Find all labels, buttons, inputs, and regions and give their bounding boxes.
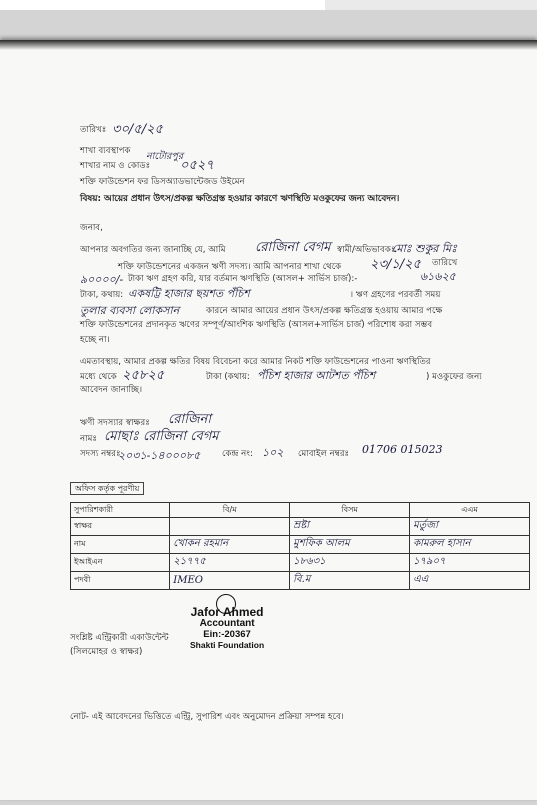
accountant-stamp xyxy=(190,607,264,651)
para1-line4: টাকা, কথায়: xyxy=(80,290,124,300)
center-no: ১০২ xyxy=(262,446,284,459)
top-bar-light xyxy=(0,0,325,10)
row-label: ইআইএন xyxy=(71,554,170,572)
table-row xyxy=(71,518,530,536)
para1-line6: শক্তি ফাউন্ডেশনের প্রদানকৃত ঋণের সম্পূর্ণ/আংশিক ঋণস্থিতি (আসল+সার্ভিস চার্জ) পরিশোধ করা সম্ভব xyxy=(80,320,433,330)
para1-line7: হচ্ছে না। xyxy=(80,335,110,345)
para2-line2: মধ্যে থেকে xyxy=(80,372,117,382)
date-label: তারিখঃ xyxy=(80,125,107,135)
table-cell xyxy=(290,572,410,590)
footer-note: নোট- এই আবেদনের ভিত্তিতে এন্ট্রি, সুপারিশ এবং অনুমোদন প্রক্রিয়া সম্পন্ন হবে। xyxy=(70,712,344,722)
approval-table xyxy=(70,502,530,590)
applicant-name: রোজিনা বেগম xyxy=(255,240,331,255)
stamp-org: Shakti Foundation xyxy=(190,640,265,650)
table-head-cell: বিসম xyxy=(290,503,410,518)
table-row xyxy=(71,536,530,554)
subject-line: বিষয়: আয়ের প্রধান উৎস/প্রকল্প ক্ষতিগ্রস্ত হওয়ার কারণে ঋণস্থিতি মওকুফের জন্য আবেদন। xyxy=(80,194,400,204)
para2-line2c: ) মওকুফের জন্য xyxy=(426,372,482,382)
outstanding-words: একষট্টি হাজার ছয়শত পঁচিশ xyxy=(128,287,250,300)
para1-line5: কারনে আমার আয়ের প্রধান উৎস/প্রকল্প ক্ষতিগ্রস্ত হওয়ায় আমার পক্ষে xyxy=(206,306,443,316)
organization-line: শক্তি ফাউন্ডেশন ফর ডিসঅ্যাডভান্টেজড উইমেন xyxy=(80,177,245,187)
page-shadow-edge xyxy=(0,40,537,50)
cell-value: IMEO xyxy=(173,575,203,586)
accountant-seal-label: (সিলমোহর ও স্বাক্ষর) xyxy=(70,647,143,657)
table-cell xyxy=(290,536,410,554)
table-header-row xyxy=(71,503,530,518)
table-cell xyxy=(290,518,410,536)
cell-value: ম্রষ্টা xyxy=(293,520,310,531)
member-sign-label: ঋণী সদস্যার স্বাক্ষরঃ xyxy=(80,418,150,428)
para1-line4b: । ঋণ গ্রহণের পরবর্তী সময় xyxy=(350,290,441,300)
cell-value: এএ xyxy=(413,574,429,585)
member-signature: রোজিনা xyxy=(168,412,212,427)
cell-value: ১৭৯০৭ xyxy=(413,556,446,567)
loan-date: ২৩/১/২৫ xyxy=(370,257,421,272)
table-cell xyxy=(170,572,290,590)
para1-line2: শক্তি ফাউন্ডেশনের একজন ঋণী সদস্য। আমি আপনার শাখা থেকে xyxy=(118,262,342,272)
para2-line3: আবেদন জানাচ্ছি। xyxy=(80,385,143,395)
table-row xyxy=(71,554,530,572)
date-value: ৩০/৫/২৫ xyxy=(112,122,163,137)
mobile-label: মোবাইল নম্বরঃ xyxy=(298,449,350,459)
top-bar xyxy=(0,0,537,10)
branch-manager-label: শাখা ব্যবস্থাপক xyxy=(80,146,131,156)
row-label: স্বাক্ষর xyxy=(71,518,170,536)
office-use-label: অফিস কর্তৃক পূরণীয় xyxy=(70,482,144,495)
cell-value: ২১৭৭৫ xyxy=(173,556,206,567)
branch-name: নাটোরপুর xyxy=(146,151,184,162)
cell-value: খোকন রহমান xyxy=(173,538,229,549)
table-cell xyxy=(410,536,530,554)
row-label: নাম xyxy=(71,536,170,554)
row-label: পদবী xyxy=(71,572,170,590)
para1-line1: আপনার অবগতির জন্য জানাচ্ছি যে, আমি xyxy=(80,245,226,255)
cell-value: বি.ম xyxy=(293,574,311,585)
loan-amount: ৯০০০০/- xyxy=(80,273,124,286)
member-no-label: সদস্য নম্বরঃ xyxy=(80,449,121,459)
para2-line1: এমতাবস্থায়, আমার প্রকল্প ক্ষতির বিষয় বিবেচনা করে আমার নিকট শক্তি ফাউন্ডেশনের পাওনা ঋণস্থিতির xyxy=(80,357,431,367)
table-cell xyxy=(290,554,410,572)
accountant-label: সংশ্লিষ্ট এন্ট্রিকারী একাউন্টেন্ট xyxy=(70,633,169,643)
salutation: জনাব, xyxy=(80,223,103,233)
mobile-no: 01706 015023 xyxy=(362,443,443,456)
table-row xyxy=(71,572,530,590)
table-head-cell: এএম xyxy=(410,503,530,518)
table-cell xyxy=(410,518,530,536)
cell-value: মুশফিক আলম xyxy=(293,538,350,549)
waive-words: পঁচিশ হাজার আটশত পঁচিশ xyxy=(257,369,376,382)
guardian-name: মোঃ শুকুর মিঃ xyxy=(392,242,457,255)
stamp-name: Jafor Ahmed xyxy=(190,605,264,619)
para1-line1b: স্বামী/অভিভাবকঃ xyxy=(337,245,396,255)
table-cell xyxy=(170,518,290,536)
member-no: ২০৩১-১৪০০০৮৫ xyxy=(118,449,201,462)
cell-value: ১৮৬৩১ xyxy=(293,556,326,567)
table-cell xyxy=(410,572,530,590)
member-name: মোছাঃ রোজিনা বেগম xyxy=(104,429,219,444)
table-head-cell: সুপারিশকারী xyxy=(71,503,170,518)
branch-label: শাখার নাম ও কোডঃ xyxy=(80,161,151,171)
table-cell xyxy=(170,536,290,554)
table-head-cell: বি/ম xyxy=(170,503,290,518)
para1-line3: টাকা ঋণ গ্রহণ করি, যার বর্তমান ঋণস্থিতি (আসল+ সার্ভিস চার্জ):- xyxy=(128,274,358,284)
center-label: কেন্দ্র নং: xyxy=(222,449,253,459)
cell-value: মর্তুজা xyxy=(413,520,438,531)
table-cell xyxy=(410,554,530,572)
loss-cause: তুলার ব্যবসা লোকসান xyxy=(80,304,180,317)
stamp-ein: Ein:-20367 xyxy=(203,629,251,640)
para2-line2b: টাকা (কথায়: xyxy=(206,372,250,382)
waive-amount: ২৫৮২৫ xyxy=(122,368,165,383)
table-cell xyxy=(170,554,290,572)
outstanding-amount: ৬১৬২৫ xyxy=(420,270,456,283)
stamp-title: Accountant xyxy=(199,618,255,629)
para1-line2b: তারিখে xyxy=(432,258,458,268)
cell-value: কামরুল হাসান xyxy=(413,538,471,549)
branch-code: ০৫২৭ xyxy=(180,158,214,173)
member-name-label: নামঃ xyxy=(80,434,97,444)
